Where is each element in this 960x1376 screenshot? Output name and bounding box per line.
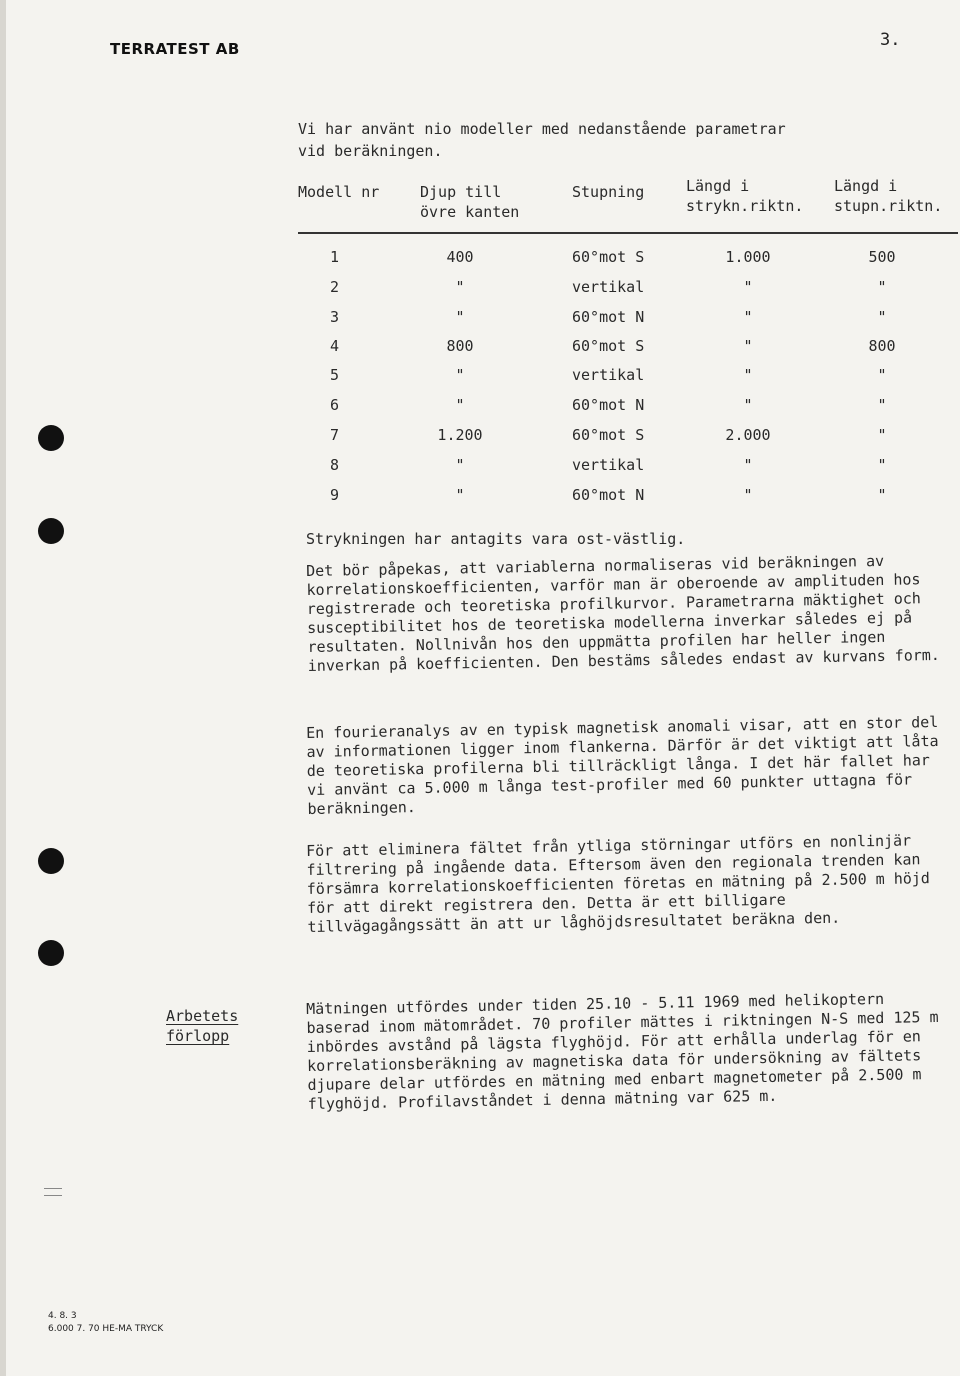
model-number: 3 (330, 308, 340, 326)
paragraph-normalization: Det bör påpekas, att variablerna normaliseras vid beräkningen av korrelationskoefficienten, varför man är oberoende av amplituden hos registrerade och teoretiska profilkurvor. Parametrarna mäktighet och susceptibilitet hos de teoretiska modellerna inverkar således ej på resultaten. Nollnivån hos den uppmätta profilen har heller ingen inverkan på koefficienten. Den bestäms således endast av kurvans form. (306, 551, 941, 675)
table-row (0, 366, 960, 396)
dip-cell: vertikal (572, 456, 645, 474)
model-number: 2 (330, 278, 340, 296)
table-row (0, 456, 960, 486)
depth-cell: " (455, 396, 465, 414)
model-number: 8 (330, 456, 340, 474)
dip-length-cell: " (877, 396, 887, 414)
strike-note: Strykningen har antagits vara ost-västlig. (306, 530, 686, 548)
strike-length-cell: " (743, 337, 753, 355)
dip-length-cell: " (877, 308, 887, 326)
table-row (0, 486, 960, 516)
strike-length-cell: 2.000 (725, 426, 771, 444)
dip-length-cell: 500 (868, 248, 896, 266)
column-header-depth: Djup till övre kanten (420, 183, 520, 221)
strike-length-cell: " (743, 456, 753, 474)
dip-length-cell: 800 (868, 337, 896, 355)
page-left-edge (0, 0, 6, 1376)
dip-length-cell: " (877, 486, 887, 504)
margin-heading: Arbetets förlopp (166, 1007, 239, 1045)
depth-cell: 1.200 (437, 426, 483, 444)
dip-cell: 60°mot S (572, 248, 645, 266)
print-footer (48, 1310, 163, 1336)
strike-length-cell: " (743, 396, 753, 414)
dip-length-cell: " (877, 366, 887, 384)
model-number: 5 (330, 366, 340, 384)
strike-length-cell: 1.000 (725, 248, 771, 266)
company-name: TERRATEST AB (110, 40, 240, 58)
table-row (0, 426, 960, 456)
depth-cell: " (455, 308, 465, 326)
punch-hole (38, 940, 64, 966)
depth-cell: 800 (446, 337, 474, 355)
dip-cell: 60°mot N (572, 486, 645, 504)
strike-length-cell: " (743, 308, 753, 326)
model-number: 4 (330, 337, 340, 355)
dip-length-cell: " (877, 278, 887, 296)
dip-cell: 60°mot N (572, 308, 645, 326)
column-header-model: Modell nr (298, 183, 380, 201)
column-header-dip: Stupning (572, 183, 645, 201)
strike-length-cell: " (743, 278, 753, 296)
model-number: 6 (330, 396, 340, 414)
table-header-rule (298, 232, 958, 234)
paragraph-fourier: En fourieranalys av en typisk magnetisk anomali visar, att en stor del av informationen ligger inom flankerna. Därför är det viktigt att låta de teoretiska profilerna bli tillräckligt långa. I det här fallet har vi använt ca 5.000 m långa test-profiler med 60 punkter uttagna för beräkningen. (306, 712, 939, 818)
dip-cell: 60°mot S (572, 426, 645, 444)
column-header-dip-length: Längd i stupn.riktn. (834, 177, 943, 215)
paragraph-filtering: För att eliminera fältet från ytliga störningar utförs en nonlinjär filtrering på ingående data. Eftersom även den regionala trenden kan försämra korrelationskoefficienten företas en mätning på 2.500 m höjd för att direkt registrera den. Detta är ett billigare tillvägagångssätt än att ur låghöjdsresultatet beräkna den. (306, 831, 931, 936)
punch-hole (38, 518, 64, 544)
table-row (0, 337, 960, 367)
paragraph-survey: Mätningen utfördes under tiden 25.10 - 5.11 1969 med helikoptern baserad inom mätområdet. 70 profiler mättes i riktningen N-S med 125 m inbördes avstånd på lägsta flyghöjd. För att erhålla underlag för en korrelationsberäkning av magnetiska data för undersökning av fältets djupare delar utfördes en mätning med enbart magnetometer på 2.500 m flyghöjd. Profilavståndet i denna mätning var 625 m. (306, 989, 939, 1113)
depth-cell: " (455, 366, 465, 384)
dip-cell: 60°mot S (572, 337, 645, 355)
depth-cell: 400 (446, 248, 474, 266)
footer-line: 6.000 7. 70 HE-MA TRYCK (48, 1324, 164, 1334)
depth-cell: " (455, 486, 465, 504)
strike-length-cell: " (743, 486, 753, 504)
model-number: 9 (330, 486, 340, 504)
dip-cell: vertikal (572, 366, 645, 384)
model-number: 1 (330, 248, 340, 266)
punch-hole (38, 848, 64, 874)
footer-line: 4. 8. 3 (48, 1311, 77, 1321)
model-number: 7 (330, 426, 340, 444)
depth-cell: " (455, 456, 465, 474)
table-row (0, 308, 960, 338)
dip-length-cell: " (877, 456, 887, 474)
column-header-strike-length: Längd i strykn.riktn. (686, 177, 804, 215)
page-number: 3. (880, 30, 901, 50)
dip-length-cell: " (877, 426, 887, 444)
table-row (0, 278, 960, 308)
dip-cell: vertikal (572, 278, 645, 296)
strike-length-cell: " (743, 366, 753, 384)
table-row (0, 396, 960, 426)
margin-mark (44, 1188, 62, 1196)
table-row (0, 248, 960, 278)
dip-cell: 60°mot N (572, 396, 645, 414)
depth-cell: " (455, 278, 465, 296)
intro-text: Vi har använt nio modeller med nedanstående parametrar vid beräkningen. (298, 120, 786, 160)
